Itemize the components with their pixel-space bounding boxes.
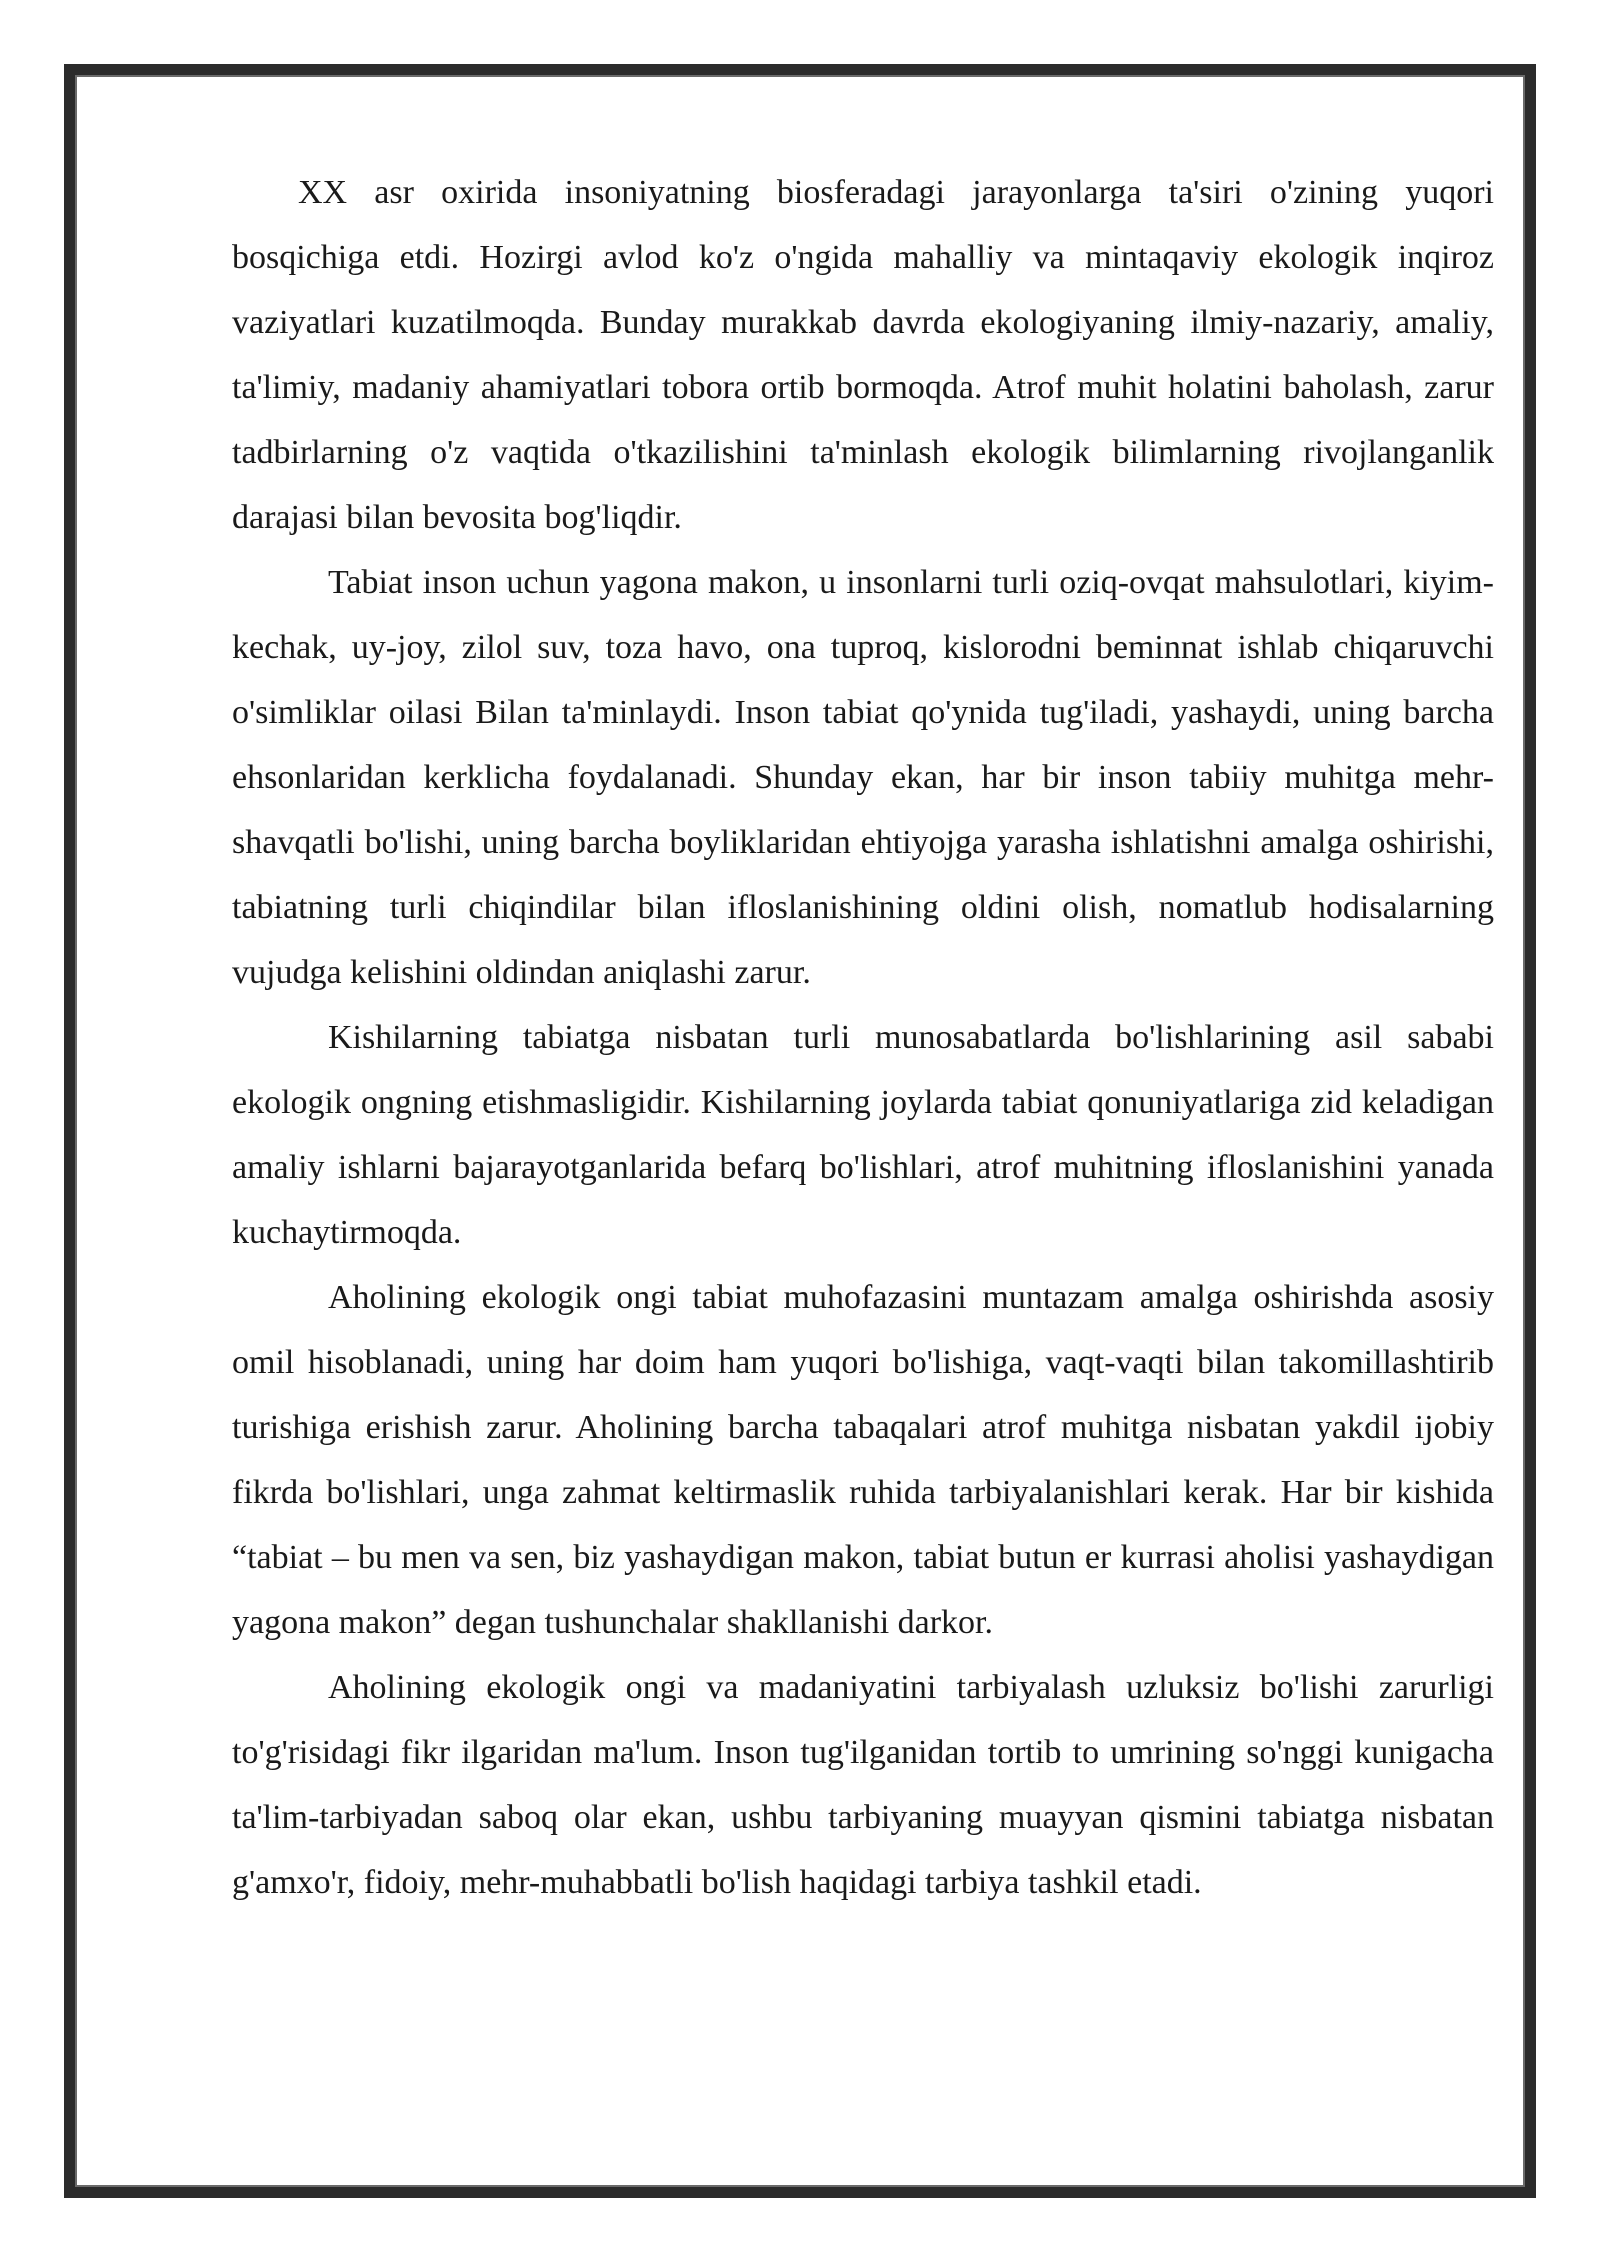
paragraph-3: Kishilarning tabiatga nisbatan turli munosabatlarda bo'lishlarining asil sababi ekologik ongning etishmasligidir. Kishilarning joylarda tabiat qonuniyatlariga zid keladigan amaliy ishlarni bajarayotganlarida befarq bo'lishlari, atrof muhitning ifloslanishini yanada kuchaytirmoqda. [232,1019,1494,1251]
paragraph-1: XX asr oxirida insoniyatning biosferadagi jarayonlarga ta'siri o'zining yuqori bosqichiga etdi. Hozirgi avlod ko'z o'ngida mahalliy va mintaqaviy ekologik inqiroz vaziyatlari kuzatilmoqda. Bunday murakkab davrda ekologiyaning ilmiy-nazariy, amaliy, ta'limiy, madaniy ahamiyatlari tobora ortib bormoqda. Atrof muhit holatini baholash, zarur tadbirlarning o'z vaqtida o'tkazilishini ta'minlash ekologik bilimlarning rivojlanganlik darajasi bilan bevosita bog'liqdir. [232,174,1494,536]
paragraph-4: Aholining ekologik ongi tabiat muhofazasini muntazam amalga oshirishda asosiy omil hisoblanadi, uning har doim ham yuqori bo'lishiga, vaqt-vaqti bilan takomillashtirib turishiga erishish zarur. Aholining barcha tabaqalari atrof muhitga nisbatan yakdil ijobiy fikrda bo'lishlari, unga zahmat keltirmaslik ruhida tarbiyalanishlari kerak. Har bir kishida “tabiat – bu men va sen, biz yashaydigan makon, tabiat butun er kurrasi aholisi yashaydigan yagona makon” degan tushunchalar shakllanishi darkor. [232,1279,1494,1641]
paragraph-2: Tabiat inson uchun yagona makon, u insonlarni turli oziq-ovqat mahsulotlari, kiyim-kechak, uy-joy, zilol suv, toza havo, ona tuproq, kislorodni beminnat ishlab chiqaruvchi o'simliklar oilasi Bilan ta'minlaydi. Inson tabiat qo'ynida tug'iladi, yashaydi, uning barcha ehsonlaridan kerklicha foydalanadi. Shunday ekan, har bir inson tabiiy muhitga mehr-shavqatli bo'lishi, uning barcha boyliklaridan ehtiyojga yarasha ishlatishni amalga oshirishi, tabiatning turli chiqindilar bilan ifloslanishining oldini olish, nomatlub hodisalarning vujudga kelishini oldindan aniqlashi zarur. [232,564,1494,991]
page-border [64,64,1536,2198]
paragraph-5: Aholining ekologik ongi va madaniyatini tarbiyalash uzluksiz bo'lishi zarurligi to'g'risidagi fikr ilgaridan ma'lum. Inson tug'ilganidan tortib to umrining so'nggi kunigacha ta'lim-tarbiyadan saboq olar ekan, ushbu tarbiyaning muayyan qismini tabiatga nisbatan g'amxo'r, fidoiy, mehr-muhabbatli bo'lish haqidagi tarbiya tashkil etadi. [232,1669,1494,1901]
document-body [232,160,1494,1915]
